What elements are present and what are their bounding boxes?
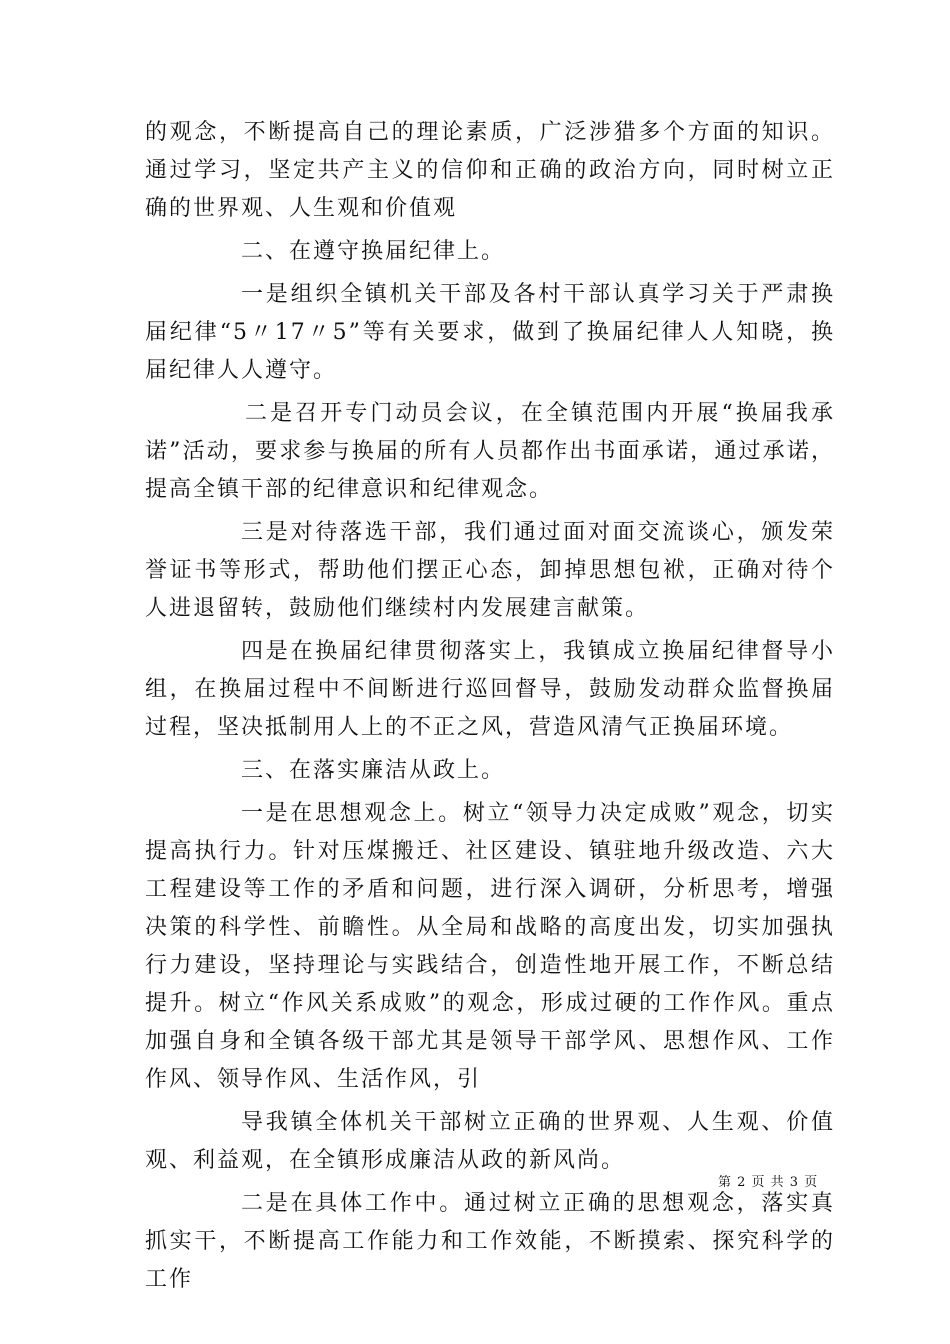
paragraph-thinking: 一是在思想观念上。树立“领导力决定成败”观念，切实提高执行力。针对压煤搬迁、社区建设、镇驻地升级改造、六大工程建设等工作的矛盾和问题，进行深入调研，分析思考，增强决策的科学性、前瞻性。从全局和战略的高度出发，切实加强执行力建设，坚持理论与实践结合，创造性地开展工作，不断总结提升。树立“作风关系成败”的观念，形成过硬的工作作风。重点加强自身和全镇各级干部尤其是领导干部学风、思想作风、工作作风、领导作风、生活作风，引 <box>145 801 835 1092</box>
section-heading-clean-governance: 三、在落实廉洁从政上。 <box>241 758 506 783</box>
page-number: 第 2 页 共 3 页 <box>718 1175 819 1190</box>
paragraph-specific-work: 二是在具体工作中。通过树立正确的思想观念，落实真抓实干，不断提高工作能力和工作效能，不断摸索、探究科学的工作 <box>145 1191 835 1292</box>
document-body <box>145 114 835 1299</box>
section-heading-election-discipline: 二、在遵守换届纪律上。 <box>241 239 506 264</box>
paragraph-guidance: 导我镇全体机关干部树立正确的世界观、人生观、价值观、利益观，在全镇形成廉洁从政的新风尚。 <box>145 1110 835 1173</box>
paragraph-item-four: 四是在换届纪律贯彻落实上，我镇成立换届纪律督导小组，在换届过程中不间断进行巡回督导，鼓励发动群众监督换届过程，坚决抵制用人上的不正之风，营造风清气正换届环境。 <box>145 639 835 740</box>
paragraph-item-two: 二是召开专门动员会议，在全镇范围内开展“换届我承诺”活动，要求参与换届的所有人员都作出书面承诺，通过承诺，提高全镇干部的纪律意识和纪律观念。 <box>145 401 835 502</box>
paragraph-item-one: 一是组织全镇机关干部及各村干部认真学习关于严肃换届纪律“5〃17〃5”等有关要求，做到了换届纪律人人知晓，换届纪律人人遵守。 <box>145 282 835 383</box>
paragraph-item-three: 三是对待落选干部，我们通过面对面交流谈心，颁发荣誉证书等形式，帮助他们摆正心态，卸掉思想包袱，正确对待个人进退留转，鼓励他们继续村内发展建言献策。 <box>145 520 835 621</box>
paragraph-continuation: 的观念，不断提高自己的理论素质，广泛涉猎多个方面的知识。通过学习，坚定共产主义的信仰和正确的政治方向，同时树立正确的世界观、人生观和价值观 <box>145 120 835 221</box>
